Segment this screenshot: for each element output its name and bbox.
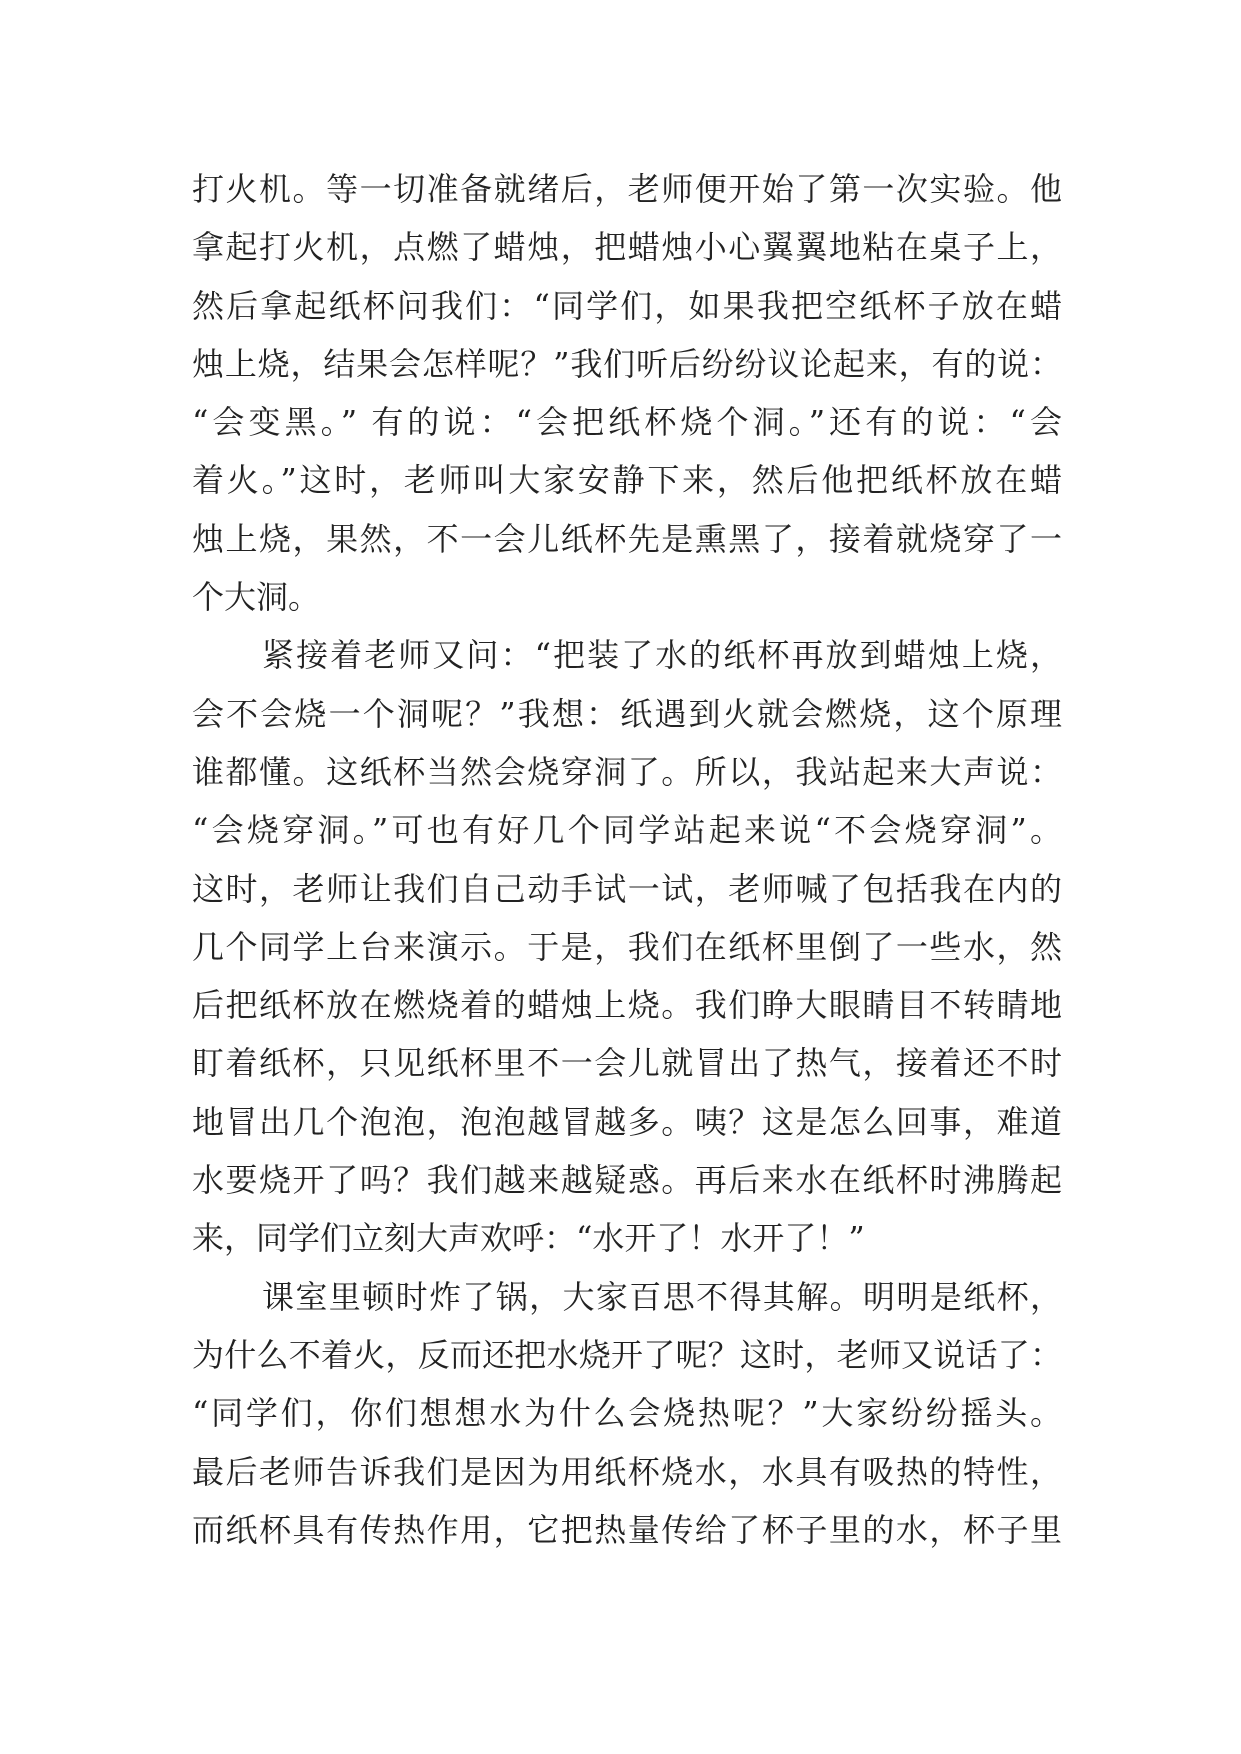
- text-line: 这时，老师让我们自己动手试一试，老师喊了包括我在内的: [192, 869, 1062, 908]
- text-line: “同学们，你们想想水为什么会烧热呢？”大家纷纷摇头。: [192, 1394, 1062, 1433]
- text-line: 为什么不着火，反而还把水烧开了呢？这时，老师又说话了：: [192, 1335, 1062, 1374]
- text-line: 地冒出几个泡泡，泡泡越冒越多。咦？这是怎么回事，难道: [192, 1102, 1062, 1141]
- article-body: [192, 160, 1062, 1559]
- text-line: 最后老师告诉我们是因为用纸杯烧水，水具有吸热的特性，: [192, 1452, 1062, 1491]
- text-line: 几个同学上台来演示。于是，我们在纸杯里倒了一些水，然: [192, 927, 1062, 966]
- text-line: 然后拿起纸杯问我们：“同学们，如果我把空纸杯子放在蜡: [192, 286, 1062, 325]
- text-line: 后把纸杯放在燃烧着的蜡烛上烧。我们睁大眼睛目不转睛地: [192, 986, 1062, 1025]
- text-line: 着火。”这时，老师叫大家安静下来，然后他把纸杯放在蜡: [192, 461, 1062, 500]
- text-line: 会不会烧一个洞呢？”我想：纸遇到火就会燃烧，这个原理: [192, 694, 1062, 733]
- text-line: 拿起打火机，点燃了蜡烛，把蜡烛小心翼翼地粘在桌子上，: [192, 228, 1062, 267]
- text-line: 个大洞。: [192, 578, 321, 617]
- text-line: 烛上烧，结果会怎样呢？”我们听后纷纷议论起来，有的说：: [192, 344, 1062, 383]
- text-line: 盯着纸杯，只见纸杯里不一会儿就冒出了热气，接着还不时: [192, 1044, 1062, 1083]
- paragraph-start-line: 课室里顿时炸了锅，大家百思不得其解。明明是纸杯，: [262, 1277, 1062, 1316]
- paragraph-start-line: 紧接着老师又问：“把装了水的纸杯再放到蜡烛上烧，: [262, 636, 1062, 675]
- text-line: 谁都懂。这纸杯当然会烧穿洞了。所以，我站起来大声说：: [192, 752, 1062, 791]
- text-line: 打火机。等一切准备就绪后，老师便开始了第一次实验。他: [192, 170, 1062, 208]
- text-line: 而纸杯具有传热作用，它把热量传给了杯子里的水，杯子里: [192, 1510, 1062, 1549]
- text-line: “会烧穿洞。”可也有好几个同学站起来说“不会烧穿洞”。: [192, 811, 1062, 850]
- text-line: “会变黑。” 有的说：“会把纸杯烧个洞。”还有的说：“会: [192, 403, 1062, 442]
- text-line: 来，同学们立刻大声欢呼：“水开了！水开了！”: [192, 1219, 865, 1258]
- text-line: 水要烧开了吗？我们越来越疑惑。再后来水在纸杯时沸腾起: [192, 1161, 1062, 1200]
- text-line: 烛上烧，果然，不一会儿纸杯先是熏黑了，接着就烧穿了一: [192, 519, 1062, 558]
